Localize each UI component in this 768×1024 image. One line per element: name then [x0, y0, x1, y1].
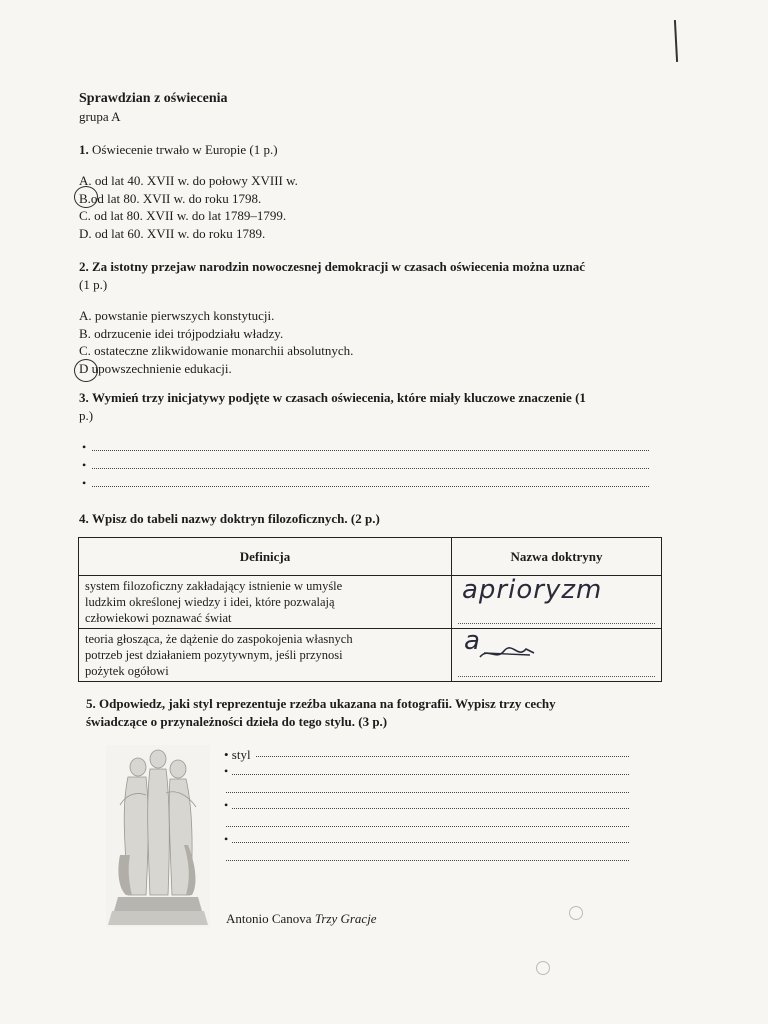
option-text: odrzucenie idei trójpodziału władzy. — [94, 325, 284, 341]
option-letter: C. — [79, 343, 91, 358]
question-number: 4. — [79, 511, 89, 526]
worksheet-title: Sprawdzian z oświecenia — [79, 91, 228, 106]
group-label: grupa A — [79, 109, 121, 124]
definition-line: potrzeb jest działaniem pozytywnym, jeśli przynosi — [85, 648, 343, 662]
table-header-row — [79, 538, 662, 576]
question-3 — [79, 389, 669, 425]
definition-line: system filozoficzny zakładający istnienie w umyśle — [85, 579, 343, 593]
option-text: od lat 60. XVII w. do roku 1789. — [94, 225, 266, 241]
option-text: od lat 80. XVII w. do roku 1798. — [90, 190, 262, 206]
feature-line-3a[interactable] — [232, 830, 629, 843]
q1-options — [79, 172, 499, 242]
option-text: upowszechnienie edukacji. — [91, 360, 232, 376]
table-row — [79, 629, 662, 682]
option-text: od lat 40. XVII w. do połowy XVIII w. — [94, 173, 298, 188]
option-letter: B. — [79, 325, 91, 341]
answer-line-2[interactable] — [92, 456, 649, 469]
option-letter: A. — [79, 173, 92, 188]
q1-option-a[interactable] — [79, 172, 499, 190]
photo-caption — [226, 911, 377, 927]
answer-dotted-line — [458, 623, 655, 624]
handwritten-answer: aprioryzm — [462, 575, 603, 605]
bullet: • — [224, 832, 229, 846]
header-doctrine-name: Nazwa doktryny — [452, 538, 662, 576]
question-text: Wpisz do tabeli nazwy doktryn filozoficznych. (2 p.) — [92, 511, 380, 526]
option-letter: C. — [79, 208, 91, 223]
table-row — [79, 576, 662, 629]
answer-cell[interactable] — [452, 576, 662, 629]
caption-author: Antonio Canova — [226, 911, 312, 926]
q1-option-c[interactable] — [79, 207, 499, 225]
question-text: Oświecenie trwało w Europie (1 p.) — [92, 142, 278, 157]
answer-circle-mark — [74, 359, 98, 382]
style-label: • styl — [224, 747, 251, 762]
bullet: • — [82, 458, 87, 472]
option-letter: B. — [79, 190, 91, 206]
definition-line: teoria głosząca, że dążenie do zaspokojenia własnych — [85, 632, 353, 646]
question-number: 1. — [79, 142, 89, 157]
option-text: powstanie pierwszych konstytucji. — [94, 308, 275, 323]
sculpture-photo — [106, 745, 210, 927]
q2-option-b[interactable] — [79, 325, 499, 343]
question-text-line-2: świadczące o przynależności dzieła do tego stylu. (3 p.) — [86, 714, 388, 729]
bullet: • — [224, 764, 229, 778]
q2-options — [79, 307, 499, 377]
answer-line-3[interactable] — [92, 474, 649, 487]
bullet: • — [82, 440, 87, 454]
feature-line-1a[interactable] — [232, 762, 629, 775]
definition-cell — [79, 629, 452, 682]
handwritten-answer: a — [464, 626, 481, 656]
q2-option-a[interactable] — [79, 307, 499, 325]
bullet: • — [82, 476, 87, 490]
feature-line-3b[interactable] — [226, 848, 629, 861]
question-number: 2. — [79, 259, 89, 274]
option-text: od lat 80. XVII w. do lat 1789–1799. — [94, 208, 287, 223]
question-text: Odpowiedz, jaki styl reprezentuje rzeźba ukazana na fotografii. Wypisz trzy cechy — [99, 696, 556, 711]
q1-option-d[interactable] — [79, 225, 499, 243]
q2-option-d[interactable] — [79, 360, 499, 378]
answer-cell[interactable] — [452, 626, 662, 682]
header-definition: Definicja — [79, 538, 452, 576]
q1-option-b[interactable] — [79, 190, 499, 208]
definition-cell — [79, 576, 452, 629]
answer-circle-mark — [74, 186, 98, 208]
option-letter: D — [79, 360, 89, 376]
scribble-crossout — [478, 643, 538, 665]
question-points: (1 p.) — [79, 277, 108, 292]
feature-line-2a[interactable] — [232, 796, 629, 809]
question-number: 3. — [79, 390, 89, 405]
question-number: 5. — [86, 696, 96, 711]
q2-option-c[interactable] — [79, 342, 499, 360]
question-5 — [86, 695, 686, 731]
answer-dotted-line — [458, 676, 655, 677]
definition-line: ludzkim określonej wiedzy i idei, które pozwalają — [85, 595, 335, 609]
option-letter: A. — [79, 308, 92, 323]
punch-hole-mark — [569, 906, 583, 920]
question-text: Za istotny przejaw narodzin nowoczesnej demokracji w czasach oświecenia można uznać — [92, 259, 585, 274]
question-4 — [79, 510, 380, 528]
style-answer-line[interactable] — [256, 744, 629, 757]
question-text: Wymień trzy inicjatywy podjęte w czasach oświecenia, które miały kluczowe znaczenie (1 — [92, 390, 586, 405]
question-2 — [79, 258, 669, 294]
option-text: ostateczne zlikwidowanie monarchii absolutnych. — [94, 343, 354, 358]
question-points: p.) — [79, 408, 94, 423]
definition-line: człowiekowi poznawać świat — [85, 611, 232, 625]
definition-line: pożytek ogółowi — [85, 664, 169, 678]
bullet: • — [224, 798, 229, 812]
punch-hole-mark — [536, 961, 550, 975]
option-letter: D. — [79, 225, 92, 241]
doctrines-table — [78, 537, 662, 682]
feature-line-2b[interactable] — [226, 814, 629, 827]
pen-mark — [674, 20, 678, 62]
question-1 — [79, 141, 278, 159]
answer-line-1[interactable] — [92, 438, 649, 451]
caption-title: Trzy Gracje — [314, 911, 377, 926]
feature-line-1b[interactable] — [226, 780, 629, 793]
